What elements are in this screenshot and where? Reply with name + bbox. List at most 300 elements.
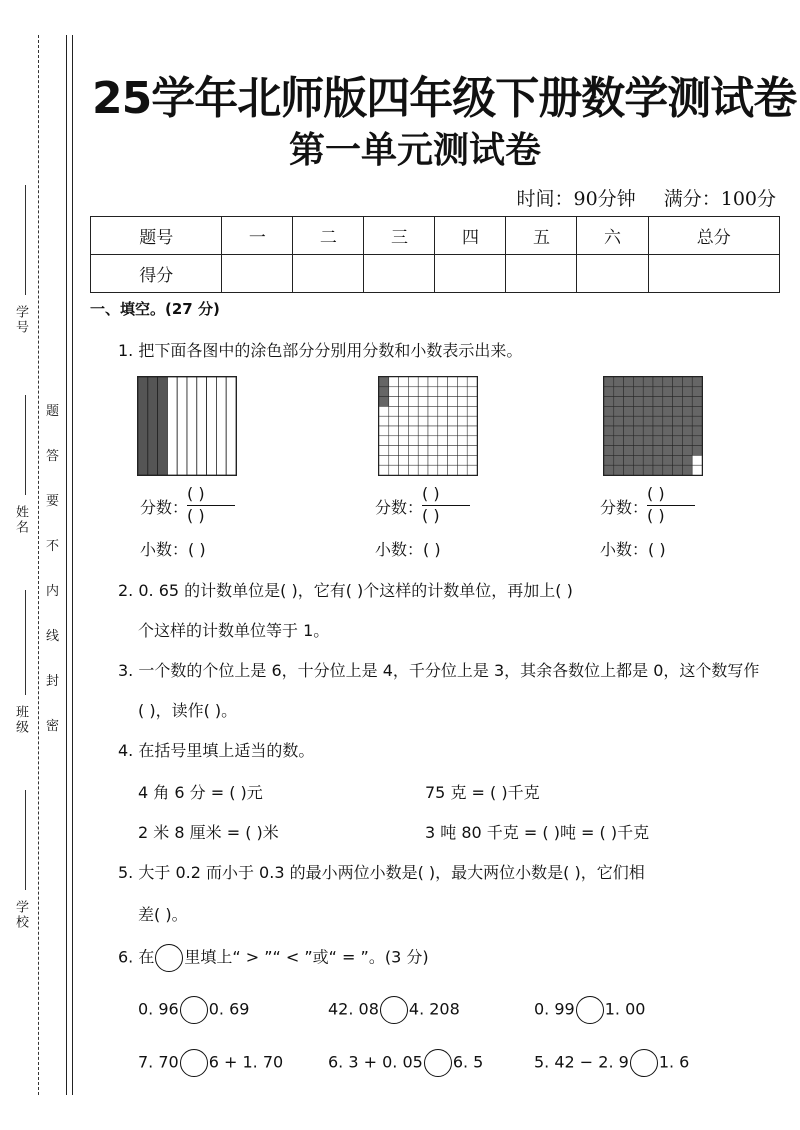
shaded-cell — [604, 465, 614, 475]
question-6-prefix: 6. 在 — [118, 947, 155, 967]
shaded-cell — [643, 416, 653, 426]
shaded-cell — [604, 397, 614, 407]
shaded-cell — [624, 446, 634, 456]
blank-cell — [438, 465, 448, 475]
compare-left: 6. 3 + 0. 05 — [328, 1052, 423, 1072]
shaded-cell — [673, 387, 683, 397]
question-4-item: 75 克 = ( )千克 — [425, 783, 540, 802]
blank-cell — [399, 426, 409, 436]
shaded-cell — [673, 397, 683, 407]
shaded-cell — [692, 446, 702, 456]
blank-cell — [408, 406, 418, 416]
shaded-cell — [614, 377, 624, 387]
blank-cell — [467, 426, 477, 436]
shaded-cell — [643, 455, 653, 465]
denominator-blank[interactable]: ( ) — [187, 506, 205, 525]
shaded-strip — [158, 377, 168, 475]
shaded-cell — [604, 455, 614, 465]
compare-right: 6 + 1. 70 — [208, 1052, 284, 1072]
score-table-score-row — [91, 255, 780, 293]
blank-cell — [389, 406, 399, 416]
shaded-cell — [379, 397, 389, 407]
shaded-cell — [682, 406, 692, 416]
shaded-cell — [604, 426, 614, 436]
blank-cell — [408, 416, 418, 426]
exam-meta — [495, 184, 777, 211]
shaded-cell — [692, 387, 702, 397]
compare-left: 5. 42 − 2. 9 — [534, 1052, 629, 1072]
blank-cell — [389, 426, 399, 436]
blank-cell — [379, 426, 389, 436]
shaded-cell — [692, 397, 702, 407]
shaded-cell — [604, 416, 614, 426]
compare-right: 1. 6 — [658, 1052, 690, 1072]
shaded-cell — [673, 426, 683, 436]
shaded-cell — [682, 436, 692, 446]
compare-circle[interactable] — [576, 996, 604, 1024]
blank-cell — [448, 397, 458, 407]
blank-cell — [457, 455, 467, 465]
score-cell[interactable] — [364, 255, 435, 293]
margin-rule — [66, 35, 67, 1095]
score-cell[interactable] — [222, 255, 293, 293]
blank-cell — [457, 465, 467, 475]
seal-char: 封 — [46, 674, 60, 689]
blank-cell — [418, 406, 428, 416]
blank-cell — [428, 397, 438, 407]
blank-cell — [428, 416, 438, 426]
shaded-cell — [682, 465, 692, 475]
shaded-cell — [663, 436, 673, 446]
blank-cell — [448, 436, 458, 446]
blank-strip — [167, 377, 177, 475]
blank-cell — [457, 377, 467, 387]
blank-cell — [457, 397, 467, 407]
shaded-cell — [643, 436, 653, 446]
question-4-item: 4 角 6 分 = ( )元 — [138, 783, 263, 802]
compare-right: 4. 208 — [408, 999, 460, 1019]
blank-cell — [428, 446, 438, 456]
shaded-cell — [614, 397, 624, 407]
shaded-cell — [614, 426, 624, 436]
blank-cell — [438, 397, 448, 407]
compare-left: 0. 96 — [138, 999, 179, 1019]
shaded-cell — [379, 377, 389, 387]
question-5-line-1: 5. 大于 0.2 而小于 0.3 的最小两位小数是( )，最大两位小数是( )，它们相 — [118, 863, 645, 882]
circle-symbol-icon — [155, 944, 183, 972]
blank-cell — [418, 377, 428, 387]
blank-cell — [448, 446, 458, 456]
blank-cell — [448, 406, 458, 416]
compare-circle[interactable] — [180, 1049, 208, 1077]
figure-svg — [138, 377, 236, 475]
shaded-cell — [604, 406, 614, 416]
blank-cell — [418, 426, 428, 436]
numerator-blank[interactable]: ( ) — [647, 484, 665, 503]
shaded-cell — [614, 406, 624, 416]
shaded-cell — [614, 416, 624, 426]
shaded-cell — [379, 387, 389, 397]
decimal-answer-3[interactable]: 小数：( ) — [600, 540, 666, 559]
shaded-cell — [633, 426, 643, 436]
shaded-cell — [673, 436, 683, 446]
shaded-cell — [663, 426, 673, 436]
shaded-cell — [604, 446, 614, 456]
shaded-cell — [633, 465, 643, 475]
shaded-cell — [692, 426, 702, 436]
blank-cell — [428, 377, 438, 387]
shaded-cell — [604, 436, 614, 446]
page-title: 25学年北师版四年级下册数学测试卷 — [92, 73, 797, 124]
seal-char: 要 — [46, 494, 60, 509]
shaded-cell — [663, 397, 673, 407]
blank-cell — [379, 416, 389, 426]
shaded-cell — [682, 426, 692, 436]
seal-char: 不 — [46, 539, 60, 554]
shaded-cell — [682, 446, 692, 456]
shaded-cell — [673, 465, 683, 475]
shaded-cell — [633, 397, 643, 407]
shaded-cell — [643, 446, 653, 456]
shaded-cell — [633, 416, 643, 426]
section-heading: 一、填空。(27 分) — [90, 300, 220, 318]
seal-char: 题 — [46, 404, 60, 419]
blank-cell — [467, 387, 477, 397]
blank-cell — [467, 446, 477, 456]
compare-item — [328, 996, 460, 1024]
blank-cell — [467, 406, 477, 416]
compare-circle[interactable] — [380, 996, 408, 1024]
hundred-grid-figure — [378, 376, 478, 476]
blank-cell — [428, 387, 438, 397]
shaded-cell — [604, 387, 614, 397]
shaded-cell — [624, 397, 634, 407]
numerator-blank[interactable]: ( ) — [422, 484, 440, 503]
shaded-cell — [633, 377, 643, 387]
shaded-cell — [673, 406, 683, 416]
blank-cell — [438, 387, 448, 397]
shaded-cell — [653, 446, 663, 456]
hundred-grid-figure-2 — [603, 376, 703, 476]
shaded-cell — [643, 377, 653, 387]
score-header-cell: 五 — [506, 217, 577, 255]
blank-cell — [467, 465, 477, 475]
shaded-strip — [138, 377, 148, 475]
blank-cell — [379, 455, 389, 465]
blank-cell — [428, 406, 438, 416]
shaded-cell — [692, 406, 702, 416]
blank-cell — [428, 465, 438, 475]
shaded-cell — [682, 455, 692, 465]
score-header-cell: 题号 — [91, 217, 222, 255]
page-subtitle: 第一单元测试卷 — [288, 130, 541, 171]
question-2-line-1: 2. 0. 65 的计数单位是( )，它有( )个这样的计数单位，再加上( ) — [118, 581, 573, 600]
score-cell[interactable] — [648, 255, 780, 293]
dashed-cut-line — [38, 35, 39, 1095]
score-table — [90, 216, 780, 293]
seal-char: 答 — [46, 449, 60, 464]
question-4-item: 3 吨 80 千克 = ( )吨 = ( )千克 — [425, 823, 650, 842]
class-label: 班级 — [13, 705, 28, 735]
blank-cell — [389, 436, 399, 446]
blank-cell — [438, 406, 448, 416]
blank-cell — [428, 436, 438, 446]
school-field[interactable] — [25, 790, 26, 890]
blank-cell — [379, 465, 389, 475]
blank-cell — [438, 416, 448, 426]
blank-cell — [389, 397, 399, 407]
shaded-cell — [643, 397, 653, 407]
score-header-cell: 六 — [577, 217, 648, 255]
score-row-label: 得分 — [91, 255, 222, 293]
blank-cell — [399, 416, 409, 426]
shaded-cell — [633, 436, 643, 446]
score-header-cell: 三 — [364, 217, 435, 255]
shaded-cell — [643, 465, 653, 475]
blank-cell — [399, 455, 409, 465]
seal-char: 内 — [46, 584, 60, 599]
blank-cell — [399, 436, 409, 446]
blank-cell — [428, 455, 438, 465]
question-5-line-2: 差( )。 — [138, 905, 188, 924]
shaded-cell — [604, 377, 614, 387]
shaded-cell — [624, 377, 634, 387]
score-cell[interactable] — [293, 255, 364, 293]
compare-left: 7. 70 — [138, 1052, 179, 1072]
shaded-cell — [663, 416, 673, 426]
blank-cell — [448, 416, 458, 426]
numerator-blank[interactable]: ( ) — [187, 484, 205, 503]
score-header-cell: 四 — [435, 217, 506, 255]
blank-cell — [418, 465, 428, 475]
blank-cell — [438, 377, 448, 387]
score-header-cell: 总分 — [648, 217, 780, 255]
blank-cell — [438, 436, 448, 446]
shaded-cell — [673, 446, 683, 456]
blank-cell — [408, 436, 418, 446]
shaded-cell — [624, 406, 634, 416]
blank-cell — [448, 455, 458, 465]
blank-cell — [408, 455, 418, 465]
fraction-label: 分数： — [140, 498, 189, 517]
blank-cell — [399, 387, 409, 397]
time-limit: 时间：90分钟 — [516, 188, 636, 210]
shaded-cell — [624, 416, 634, 426]
shaded-cell — [624, 455, 634, 465]
blank-cell — [418, 455, 428, 465]
shaded-cell — [614, 446, 624, 456]
blank-cell — [408, 426, 418, 436]
blank-cell — [457, 426, 467, 436]
compare-item — [328, 1049, 483, 1077]
blank-cell — [408, 446, 418, 456]
compare-circle[interactable] — [630, 1049, 658, 1077]
score-cell[interactable] — [506, 255, 577, 293]
blank-cell — [399, 446, 409, 456]
blank-cell — [389, 416, 399, 426]
compare-circle[interactable] — [424, 1049, 452, 1077]
shaded-cell — [614, 436, 624, 446]
blank-cell — [389, 455, 399, 465]
blank-cell — [692, 455, 702, 465]
seal-char: 密 — [46, 719, 60, 734]
denominator-blank[interactable]: ( ) — [422, 506, 440, 525]
question-2-line-2: 个这样的计数单位等于 1。 — [138, 621, 330, 640]
blank-cell — [467, 377, 477, 387]
blank-cell — [379, 406, 389, 416]
blank-cell — [389, 387, 399, 397]
shaded-cell — [692, 436, 702, 446]
question-6-text — [118, 944, 429, 972]
shaded-cell — [663, 387, 673, 397]
score-cell[interactable] — [435, 255, 506, 293]
shaded-cell — [653, 465, 663, 475]
name-label: 姓名 — [13, 505, 28, 535]
blank-cell — [389, 377, 399, 387]
shaded-cell — [663, 406, 673, 416]
compare-item — [138, 996, 249, 1024]
shaded-cell — [653, 406, 663, 416]
blank-cell — [438, 446, 448, 456]
figure-svg — [379, 377, 477, 475]
shaded-cell — [692, 416, 702, 426]
shaded-cell — [663, 455, 673, 465]
decimal-answer-1[interactable]: 小数：( ) — [140, 540, 206, 559]
shaded-cell — [663, 465, 673, 475]
shaded-cell — [614, 465, 624, 475]
blank-cell — [448, 387, 458, 397]
shaded-cell — [643, 406, 653, 416]
question-4-item: 2 米 8 厘米 = ( )米 — [138, 823, 279, 842]
blank-cell — [389, 465, 399, 475]
blank-cell — [399, 377, 409, 387]
compare-circle[interactable] — [180, 996, 208, 1024]
shaded-cell — [653, 436, 663, 446]
shaded-cell — [624, 387, 634, 397]
shaded-cell — [682, 377, 692, 387]
class-field[interactable] — [25, 590, 26, 695]
blank-cell — [448, 465, 458, 475]
shaded-cell — [624, 465, 634, 475]
figure-svg — [604, 377, 702, 475]
shaded-cell — [643, 426, 653, 436]
full-score: 满分：100分 — [663, 188, 776, 210]
blank-cell — [418, 397, 428, 407]
blank-cell — [389, 446, 399, 456]
question-3-line-1: 3. 一个数的个位上是 6，十分位上是 4，千分位上是 3，其余各数位上都是 0，这个数写作 — [118, 661, 760, 680]
shaded-cell — [653, 426, 663, 436]
blank-cell — [457, 416, 467, 426]
blank-strip — [187, 377, 197, 475]
blank-cell — [399, 397, 409, 407]
shaded-cell — [624, 426, 634, 436]
fraction-label: 分数： — [600, 498, 649, 517]
school-label: 学校 — [13, 900, 28, 930]
seal-char: 线 — [46, 629, 60, 644]
blank-cell — [418, 436, 428, 446]
blank-cell — [399, 465, 409, 475]
shaded-cell — [614, 455, 624, 465]
compare-item — [534, 1049, 689, 1077]
score-cell[interactable] — [577, 255, 648, 293]
shaded-cell — [673, 377, 683, 387]
question-1-text: 1. 把下面各图中的涂色部分分别用分数和小数表示出来。 — [118, 341, 523, 360]
shaded-cell — [682, 387, 692, 397]
shaded-cell — [653, 377, 663, 387]
blank-cell — [457, 446, 467, 456]
shaded-cell — [682, 416, 692, 426]
blank-cell — [418, 446, 428, 456]
blank-cell — [438, 426, 448, 436]
blank-strip — [177, 377, 187, 475]
question-6-suffix: 里填上“ > ”“ < ”或“ = ”。(3 分) — [184, 947, 429, 967]
blank-cell — [418, 416, 428, 426]
blank-cell — [448, 377, 458, 387]
shaded-cell — [633, 387, 643, 397]
shaded-cell — [643, 387, 653, 397]
shaded-cell — [663, 377, 673, 387]
compare-left: 42. 08 — [328, 999, 379, 1019]
blank-cell — [457, 406, 467, 416]
question-3-line-2: ( )，读作( )。 — [138, 701, 238, 720]
shaded-strip — [148, 377, 158, 475]
blank-cell — [408, 397, 418, 407]
blank-strip — [207, 377, 217, 475]
blank-cell — [467, 397, 477, 407]
blank-cell — [408, 465, 418, 475]
blank-cell — [408, 387, 418, 397]
decimal-answer-2[interactable]: 小数：( ) — [375, 540, 441, 559]
margin-rule — [72, 35, 73, 1095]
blank-cell — [457, 387, 467, 397]
shaded-cell — [663, 446, 673, 456]
compare-right: 0. 69 — [208, 999, 250, 1019]
student-id-label: 学号 — [13, 305, 28, 335]
blank-strip — [226, 377, 236, 475]
shaded-cell — [692, 377, 702, 387]
blank-cell — [408, 377, 418, 387]
blank-cell — [418, 387, 428, 397]
shaded-cell — [673, 455, 683, 465]
compare-left: 0. 99 — [534, 999, 575, 1019]
student-id-field[interactable] — [25, 185, 26, 295]
score-header-cell: 一 — [222, 217, 293, 255]
score-header-cell: 二 — [293, 217, 364, 255]
fraction-label: 分数： — [375, 498, 424, 517]
strip-figure — [137, 376, 237, 476]
blank-cell — [428, 426, 438, 436]
blank-cell — [448, 426, 458, 436]
blank-cell — [467, 455, 477, 465]
compare-item — [138, 1049, 283, 1077]
shaded-cell — [653, 455, 663, 465]
shaded-cell — [633, 455, 643, 465]
name-field[interactable] — [25, 395, 26, 495]
compare-right: 6. 5 — [452, 1052, 484, 1072]
shaded-cell — [653, 397, 663, 407]
shaded-cell — [673, 416, 683, 426]
blank-cell — [467, 416, 477, 426]
compare-right: 1. 00 — [604, 999, 646, 1019]
blank-cell — [379, 436, 389, 446]
shaded-cell — [653, 387, 663, 397]
score-table-header-row — [91, 217, 780, 255]
question-4-text: 4. 在括号里填上适当的数。 — [118, 741, 315, 760]
blank-cell — [379, 446, 389, 456]
denominator-blank[interactable]: ( ) — [647, 506, 665, 525]
blank-cell — [457, 436, 467, 446]
blank-cell — [399, 406, 409, 416]
